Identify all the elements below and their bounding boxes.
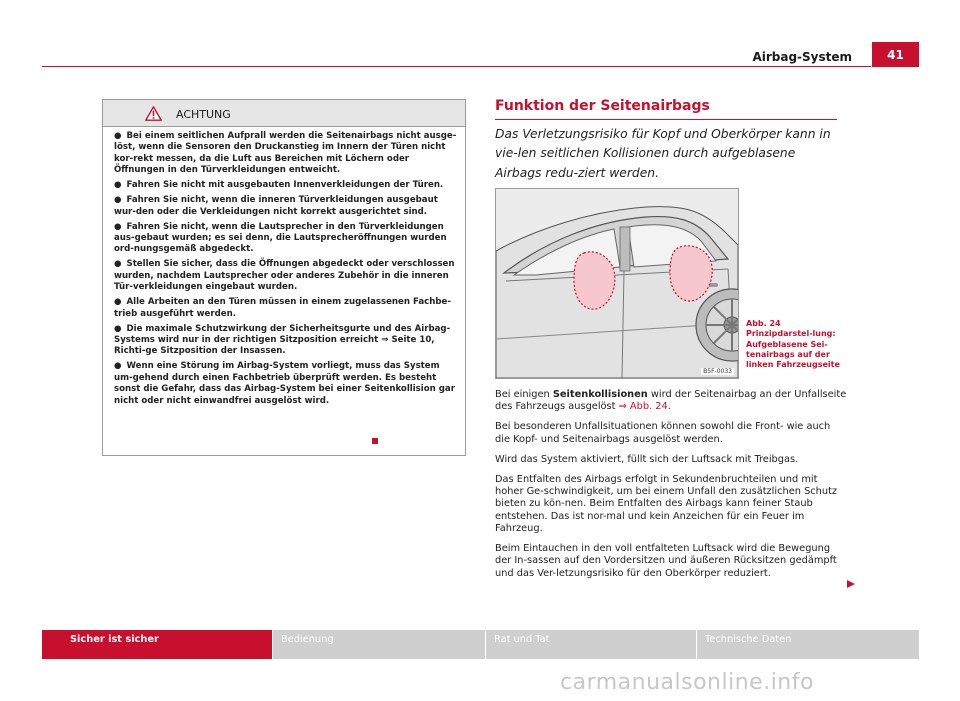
warning-item: ● Wenn eine Störung im Airbag-System vorliegt, muss das System um-gehend durch einen Fachbetrieb überprüft werden. Es besteht sonst die Gefahr, dass das Airbag-System bei einer Seitenkollision gar nicht oder nicht einwandfrei ausgelöst wird. [114, 361, 455, 406]
paragraph: Bei besonderen Unfallsituationen können sowohl die Front- wie auch die Kopf- und Seitenairbags ausgelöst werden. [495, 421, 831, 445]
warning-triangle-icon [145, 106, 162, 121]
warning-item: ● Alle Arbeiten an den Türen müssen in einem zugelassenen Fachbe-trieb ausgeführt werden. [114, 297, 451, 319]
footer-tab-technische-daten[interactable]: Technische Daten [697, 630, 919, 659]
footer-tab-rat-und-tat[interactable]: Rat und Tat [486, 630, 696, 659]
footer-nav [42, 630, 919, 659]
body-text [495, 389, 847, 588]
paragraph: Das Entfalten des Airbags erfolgt in Sekundenbruchteilen und mit hoher Ge-schwindigkeit, um bei einem Unfall den zusätzlichen Schutz bieten zu kön-nen. Beim Entfalten des Airbags kann feiner Staub entstehen. Das ist nor-mal und kein Anzeichen für ein Feuer im Fahrzeug. [495, 473, 838, 535]
bullet: ● [114, 323, 122, 334]
bullet: ● [114, 297, 122, 308]
watermark: carmanualsonline.info [560, 670, 814, 695]
warning-box [102, 99, 466, 456]
bullet: ● [114, 259, 122, 270]
continue-arrow-icon [847, 580, 855, 588]
paragraph: Beim Eintauchen in den voll entfalteten Luftsack wird die Bewegung der In-sassen auf den Vordersitzen und äußeren Rücksitzen gedämpft und das Ver-letzungsrisiko für den Oberkörper reduziert. [495, 543, 837, 579]
header-rule [42, 66, 871, 67]
warning-title: ACHTUNG [176, 108, 231, 121]
figure-caption: Abb. 24 Prinzipdarstel-lung: Aufgeblasene Sei-tenairbags auf der linken Fahrzeugseite [746, 319, 840, 370]
warning-item: ● Die maximale Schutzwirkung der Sicherheitsgurte und des Airbag-Systems wird nur in der richtigen Sitzposition erreicht ⇒ Seite 10, Richti-ge Sitzposition der Insassen. [114, 323, 451, 357]
figure-reference-link[interactable]: ⇒ Abb. 24 [618, 401, 668, 413]
page-header-title: Airbag-System [752, 50, 852, 64]
paragraph: Bei einigen Seitenkollisionen wird der Seitenairbag an der Unfallseite des Fahrzeugs ausgelöst ⇒ Abb. 24. [495, 389, 847, 413]
warning-item: ● Fahren Sie nicht mit ausgebauten Innenverkleidungen der Türen. [114, 180, 444, 191]
figure-side-airbags [495, 188, 739, 379]
bullet: ● [114, 221, 122, 232]
warning-item: ● Bei einem seitlichen Aufprall werden die Seitenairbags nicht ausge-löst, wenn die Sensoren den Druckanstieg im Innern der Türen nicht kor-rekt messen, da die Luft aus Bereichen mit Löchern oder Öffnungen in den Türverkleidungen entweicht. [114, 131, 457, 176]
section-title-rule [495, 119, 837, 120]
bullet: ● [114, 361, 122, 372]
section-title: Funktion der Seitenairbags [495, 98, 710, 114]
warning-item: ● Stellen Sie sicher, dass die Öffnungen abgedeckt oder verschlossen wurden, nachdem Lautsprecher oder anderes Zubehör in die inneren Tür-verkleidungen eingebaut wurden. [114, 259, 455, 293]
figure-code: B5F-0033 [703, 368, 732, 375]
warning-item: ● Fahren Sie nicht, wenn die Lautsprecher in den Türverkleidungen aus-gebaut wurden; es sei denn, die Lautsprecheröffnungen wurden ord-nungsgemäß abgedeckt. [114, 221, 447, 255]
paragraph: Wird das System aktiviert, füllt sich der Luftsack mit Treibgas. [495, 453, 799, 465]
bullet: ● [114, 180, 122, 191]
section-intro: Das Verletzungsrisiko für Kopf und Oberkörper kann in vie-len seitlichen Kollisionen durch aufgeblasene Airbags redu-ziert werden. [495, 127, 831, 180]
bold-term: Seitenkollisionen [552, 389, 648, 400]
footer-tab-sicher-ist-sicher[interactable]: Sicher ist sicher [42, 630, 272, 659]
warning-header [103, 100, 465, 127]
page-number: 41 [872, 42, 919, 67]
car-side-illustration [496, 189, 738, 378]
bullet: ● [114, 195, 122, 206]
bullet: ● [114, 131, 122, 141]
warning-item: ● Fahren Sie nicht, wenn die inneren Türverkleidungen ausgebaut wur-den oder die Verkleidungen nicht korrekt ausgerichtet sind. [114, 195, 438, 217]
warning-list [114, 131, 458, 411]
footer-tab-bedienung[interactable]: Bedienung [273, 630, 485, 659]
end-of-warning-marker [372, 438, 378, 444]
